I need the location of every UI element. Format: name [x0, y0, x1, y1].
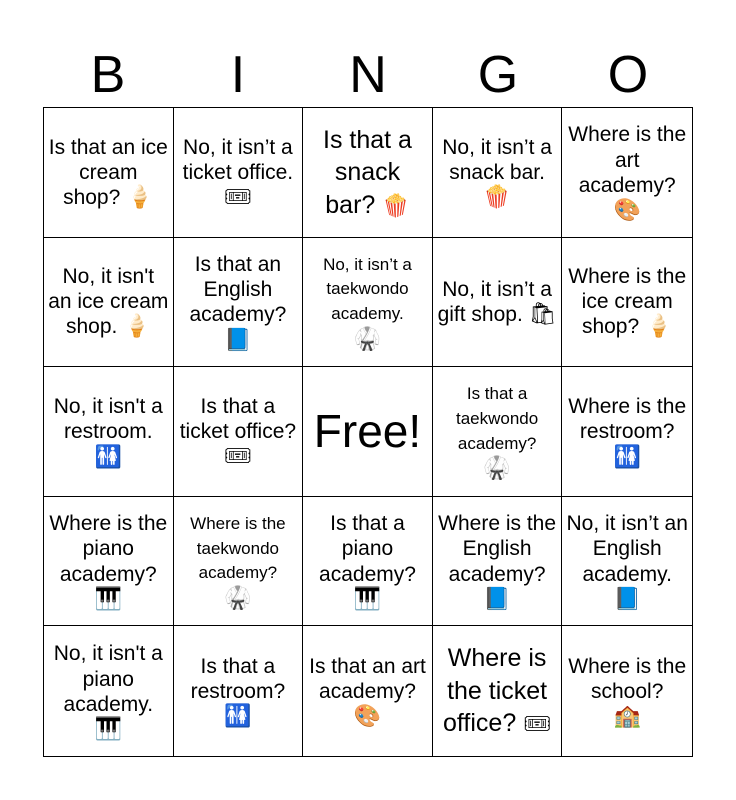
- cell-text-wrap: [437, 511, 558, 587]
- ice-cream-icon: 🍦: [645, 313, 673, 339]
- cell-text: No, it isn’t a ticket office.: [182, 135, 294, 184]
- bingo-cell[interactable]: [433, 108, 563, 238]
- bingo-cell[interactable]: [174, 367, 304, 497]
- bingo-header: [43, 44, 693, 106]
- cell-text: Free!: [313, 404, 422, 457]
- header-letter-g: G: [477, 46, 519, 104]
- cell-text: No, it isn't a restroom.: [53, 395, 163, 444]
- bingo-cell[interactable]: [174, 238, 304, 368]
- book-icon: 📘: [224, 326, 252, 352]
- cell-text-wrap: [566, 511, 688, 587]
- bingo-cell[interactable]: [433, 238, 563, 368]
- cell-text-wrap: [566, 394, 688, 444]
- martial-arts-uniform-icon: 🥋: [483, 455, 511, 481]
- cell-text: Is that a taekwondo academy?: [455, 384, 539, 453]
- cell-text: Is that a restroom?: [190, 654, 286, 704]
- cell-text: Where is the piano academy?: [49, 512, 168, 586]
- cell-text: No, it isn't an ice cream shop.: [48, 265, 169, 339]
- bingo-cell[interactable]: [44, 626, 174, 756]
- bingo-cell[interactable]: [44, 497, 174, 627]
- cell-text-wrap: [178, 512, 299, 586]
- piano-keyboard-icon: 🎹: [94, 715, 122, 741]
- cell-text-wrap: [437, 642, 558, 740]
- header-letter-i: I: [230, 46, 246, 104]
- school-icon: 🏫: [613, 703, 641, 729]
- cell-text-wrap: [48, 641, 169, 717]
- cell-text: Where is the English academy?: [438, 512, 557, 586]
- cell-text: Is that an art academy?: [309, 654, 426, 704]
- cell-text: Is that a piano academy?: [319, 512, 416, 586]
- cell-text-wrap: [314, 404, 421, 459]
- bingo-cell[interactable]: [433, 497, 563, 627]
- piano-keyboard-icon: 🎹: [353, 585, 382, 611]
- cell-text-wrap: [48, 264, 169, 340]
- cell-text: Where is the school?: [568, 654, 687, 704]
- palette-icon: 🎨: [613, 196, 641, 222]
- cell-text: Where is the restroom?: [568, 395, 687, 444]
- bingo-cell[interactable]: [433, 626, 563, 756]
- bingo-cell[interactable]: [303, 626, 433, 756]
- popcorn-icon: 🍿: [483, 183, 511, 209]
- cell-text-wrap: [48, 511, 169, 587]
- bingo-cell[interactable]: [174, 497, 304, 627]
- popcorn-icon: 🍿: [382, 192, 410, 218]
- cell-text: Is that a snack bar?: [323, 125, 412, 219]
- restroom-icon: 🚻: [94, 443, 122, 469]
- cell-text-wrap: [566, 122, 688, 198]
- cell-text: Where is the taekwondo academy?: [190, 514, 286, 583]
- cell-text-wrap: [307, 124, 428, 222]
- palette-icon: 🎨: [353, 703, 382, 729]
- bingo-cell[interactable]: [44, 238, 174, 368]
- ticket-icon: 🎟: [223, 183, 252, 209]
- bingo-cell[interactable]: [562, 626, 692, 756]
- cell-text-wrap: [566, 654, 688, 704]
- ticket-icon: 🎟: [223, 443, 252, 469]
- bingo-cell[interactable]: [562, 108, 692, 238]
- cell-text: Where is the art academy?: [568, 123, 687, 197]
- cell-text: Is that an English academy?: [189, 253, 287, 327]
- header-letter-b: B: [90, 46, 126, 104]
- bingo-cell[interactable]: [174, 626, 304, 756]
- cell-text: No, it isn’t a taekwondo academy.: [323, 254, 412, 324]
- bingo-cell[interactable]: [303, 108, 433, 238]
- piano-keyboard-icon: 🎹: [94, 585, 122, 611]
- cell-text: No, it isn't a piano academy.: [53, 642, 163, 716]
- bingo-cell[interactable]: [433, 367, 563, 497]
- bingo-cell[interactable]: [562, 367, 692, 497]
- ticket-icon: 🎟: [523, 711, 552, 737]
- cell-text-wrap: [178, 654, 299, 704]
- martial-arts-uniform-icon: 🥋: [224, 584, 252, 610]
- header-letter-n: N: [349, 46, 387, 104]
- bingo-cell[interactable]: [44, 108, 174, 238]
- cell-text: Is that a ticket office?: [179, 394, 297, 443]
- cell-text-wrap: [566, 264, 688, 340]
- bingo-cell[interactable]: [562, 238, 692, 368]
- restroom-icon: 🚻: [224, 703, 252, 729]
- book-icon: 📘: [483, 585, 511, 611]
- cell-text-wrap: [437, 135, 558, 211]
- bingo-cell[interactable]: [44, 367, 174, 497]
- bingo-cell-free[interactable]: [303, 367, 433, 497]
- martial-arts-uniform-icon: 🥋: [353, 325, 382, 351]
- bingo-cell[interactable]: [303, 238, 433, 368]
- cell-text: Where is the ice cream shop?: [568, 265, 687, 339]
- cell-text-wrap: [437, 277, 558, 327]
- restroom-icon: 🚻: [613, 443, 641, 469]
- cell-text: No, it isn’t a snack bar.: [442, 135, 552, 184]
- cell-text-wrap: [307, 511, 428, 587]
- cell-text-wrap: [437, 382, 558, 456]
- ice-cream-icon: 🍦: [123, 313, 151, 339]
- cell-text: Where is the ticket office?: [443, 644, 548, 738]
- cell-text-wrap: [178, 135, 299, 211]
- book-icon: 📘: [613, 585, 641, 611]
- bingo-card-grid: [43, 107, 693, 757]
- header-letter-o: O: [607, 46, 649, 104]
- shopping-bags-icon: 🛍: [528, 300, 557, 326]
- cell-text: No, it isn’t a gift shop.: [437, 277, 552, 326]
- ice-cream-icon: 🍦: [126, 183, 154, 209]
- cell-text-wrap: [307, 654, 428, 704]
- bingo-cell[interactable]: [303, 497, 433, 627]
- cell-text-wrap: [48, 394, 169, 444]
- cell-text-wrap: [48, 135, 169, 211]
- cell-text: No, it isn’t an English academy.: [566, 512, 688, 586]
- cell-text: Is that an ice cream shop?: [48, 135, 168, 209]
- bingo-cell[interactable]: [562, 497, 692, 627]
- cell-text-wrap: [178, 394, 299, 470]
- bingo-cell[interactable]: [174, 108, 304, 238]
- cell-text-wrap: [178, 252, 299, 328]
- cell-text-wrap: [307, 253, 428, 327]
